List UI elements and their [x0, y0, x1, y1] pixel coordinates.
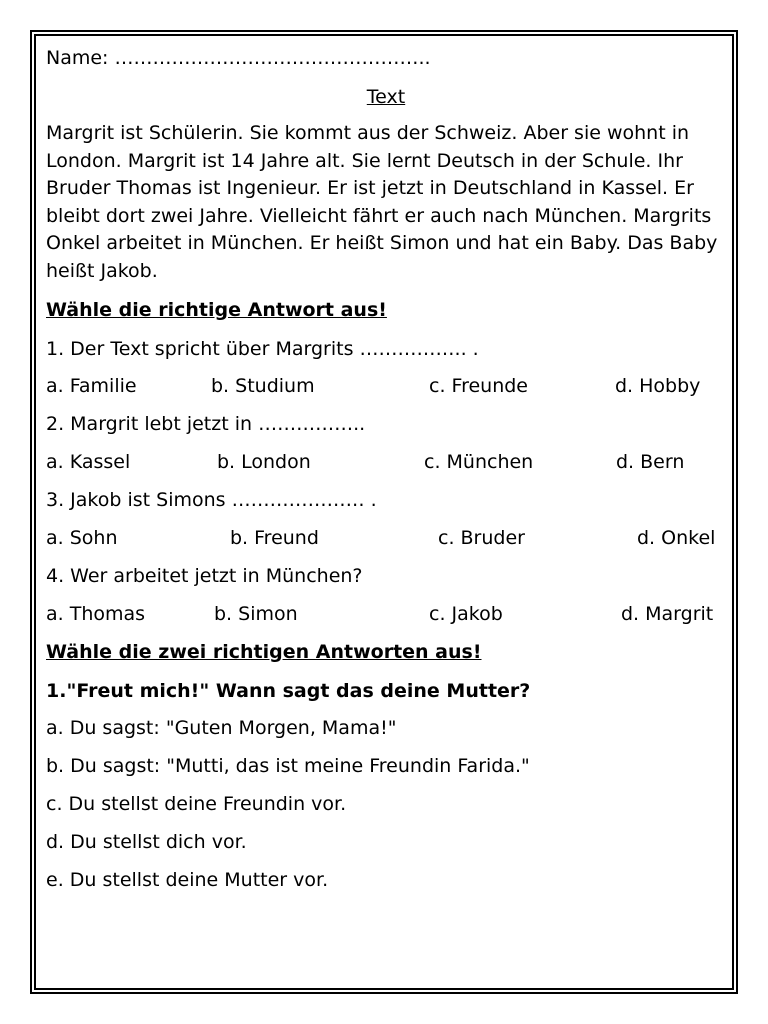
q4-option-d: d. Margrit: [621, 603, 714, 625]
question-3: 3. Jakob ist Simons ………………… .: [46, 489, 377, 511]
name-line: Name: …………………………………………..: [46, 47, 431, 69]
question-2: 2. Margrit lebt jetzt in ……………..: [46, 413, 366, 435]
section2-question: 1."Freut mich!" Wann sagt das deine Mutter?: [46, 680, 531, 702]
text-title: [46, 84, 726, 111]
q1-option-c: c. Freunde: [429, 375, 528, 397]
s2-option-c: c. Du stellst deine Freundin vor.: [46, 793, 347, 815]
q4-option-a: a. Thomas: [46, 603, 146, 625]
q4-option-b: b. Simon: [214, 603, 298, 625]
section1-heading: Wähle die richtige Antwort aus!: [46, 299, 387, 321]
section2-heading: Wähle die zwei richtigen Antworten aus!: [46, 641, 482, 663]
s2-option-a: a. Du sagst: "Guten Morgen, Mama!": [46, 717, 397, 739]
q1-option-d: d. Hobby: [615, 375, 701, 397]
text-title-label: Text: [366, 86, 406, 108]
q4-option-c: c. Jakob: [429, 603, 503, 625]
q3-option-d: d. Onkel: [637, 527, 716, 549]
s2-option-d: d. Du stellst dich vor.: [46, 831, 247, 853]
q1-option-a: a. Familie: [46, 375, 137, 397]
s2-option-e: e. Du stellst deine Mutter vor.: [46, 869, 329, 891]
q2-option-a: a. Kassel: [46, 451, 131, 473]
q2-option-d: d. Bern: [616, 451, 685, 473]
q3-option-a: a. Sohn: [46, 527, 118, 549]
reading-passage: Margrit ist Schülerin. Sie kommt aus der Schweiz. Aber sie wohnt in London. Margrit ist 14 Jahre alt. Sie lernt Deutsch in der Schule. Ihr Bruder Thomas ist Ingenieur. Er ist jetzt in Deutschland in Kassel. Er bleibt dort zwei Jahre. Vielleicht fährt er auch nach München. Margrits Onkel arbeitet in München. Er heißt Simon und hat ein Baby. Das Baby heißt Jakob.: [46, 122, 718, 282]
q1-option-b: b. Studium: [211, 375, 315, 397]
q2-option-b: b. London: [217, 451, 311, 473]
s2-option-b: b. Du sagst: "Mutti, das ist meine Freundin Farida.": [46, 755, 530, 777]
q3-option-b: b. Freund: [230, 527, 319, 549]
question-4: 4. Wer arbeitet jetzt in München?: [46, 565, 363, 587]
q3-option-c: c. Bruder: [438, 527, 525, 549]
q2-option-c: c. München: [424, 451, 534, 473]
question-1: 1. Der Text spricht über Margrits …………….. .: [46, 338, 479, 360]
